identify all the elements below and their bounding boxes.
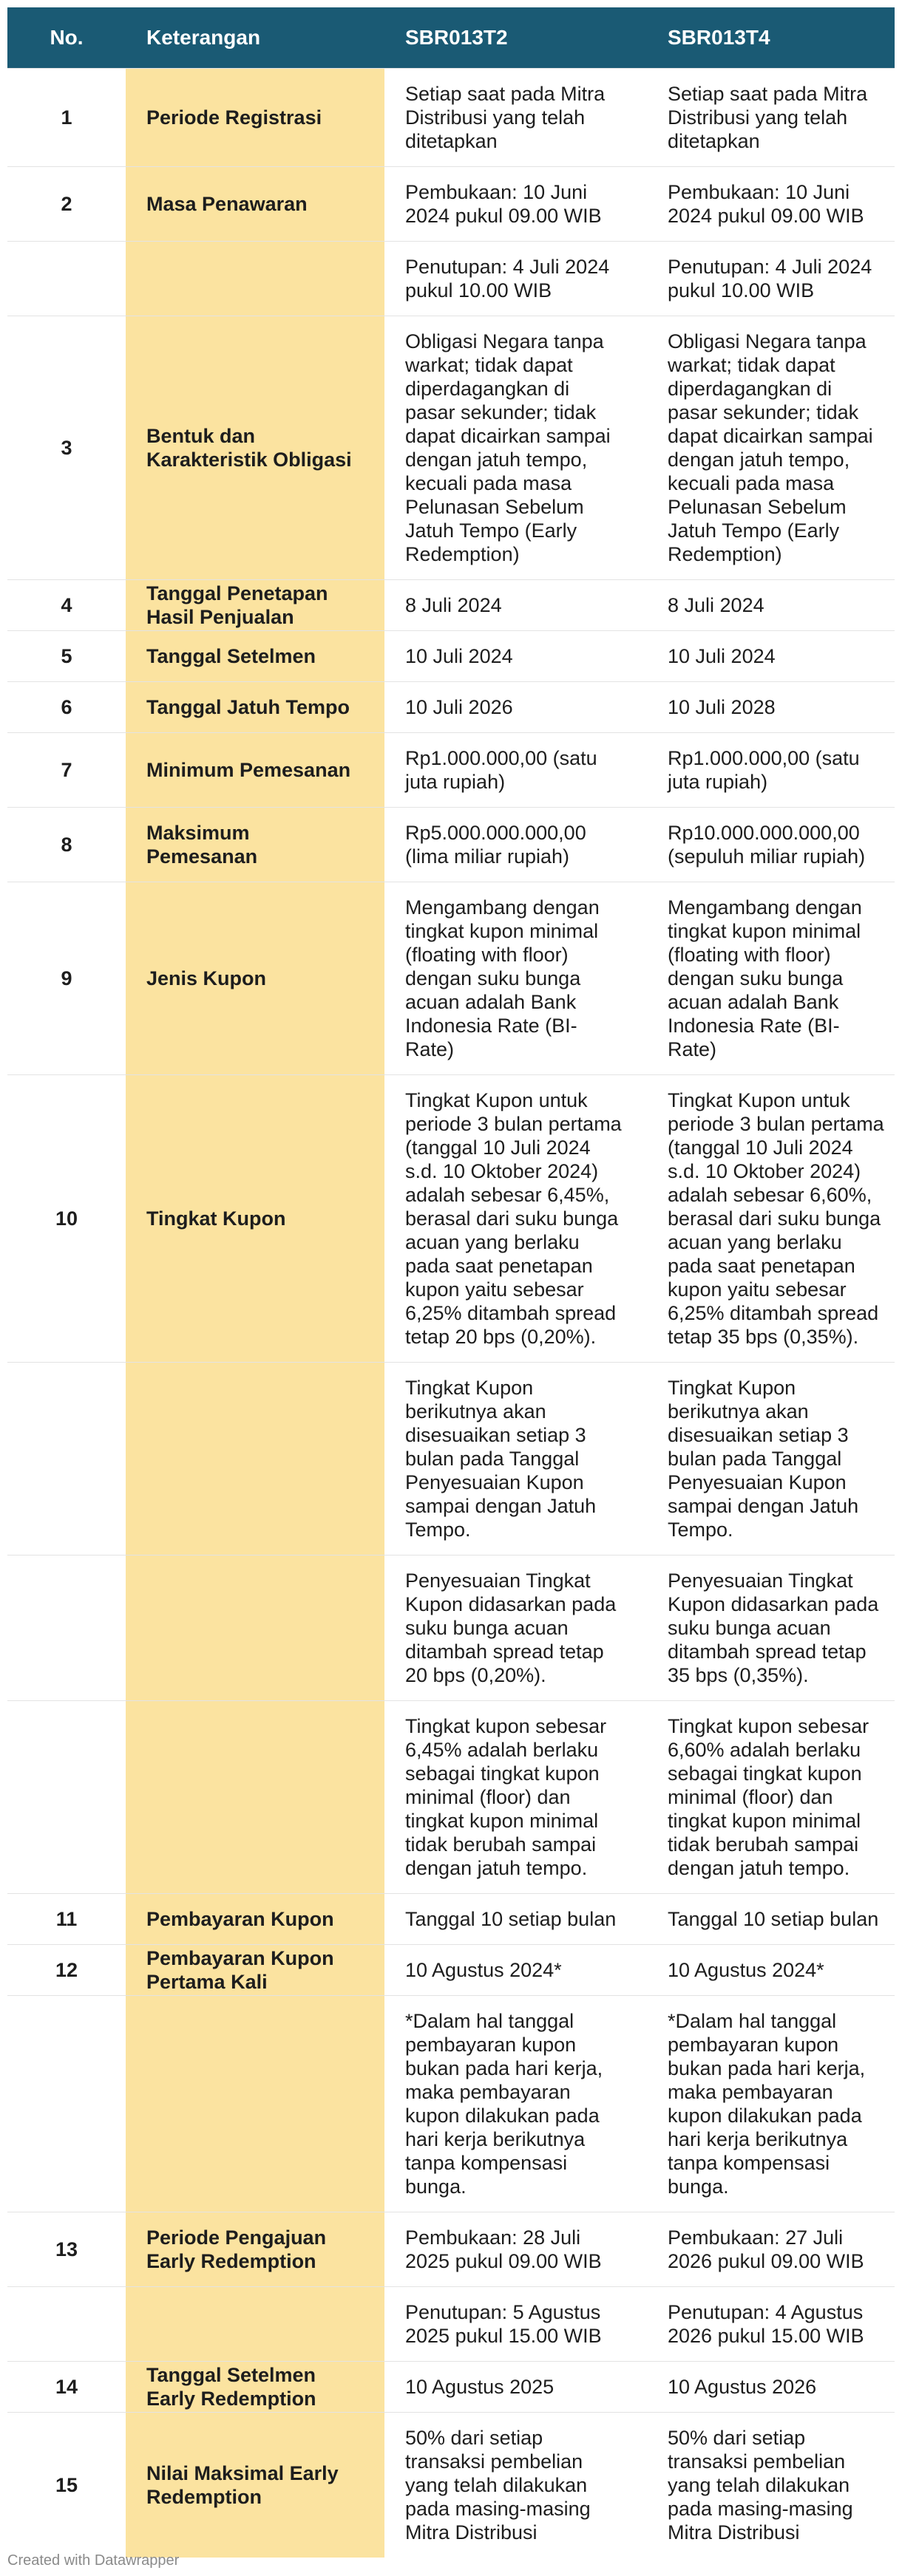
table-row — [7, 316, 895, 580]
sbr013t4-cell: Tingkat Kupon berikutnya akan disesuaikan setiap 3 bulan pada Tanggal Penyesuaian Kupon sampai dengan Jatuh Tempo. — [647, 1363, 895, 1556]
row-label-cell: Tingkat Kupon — [126, 1075, 384, 1363]
row-number-cell — [7, 1363, 126, 1556]
table-row — [7, 69, 895, 167]
header-keterangan[interactable]: Keterangan — [126, 7, 384, 69]
sbr013t2-cell: 10 Juli 2024 — [384, 631, 647, 682]
row-label-cell: Minimum Pemesanan — [126, 733, 384, 808]
sbr013t4-cell: 8 Juli 2024 — [647, 580, 895, 631]
sbr013t4-cell: 50% dari setiap transaksi pembelian yang telah dilakukan pada masing-masing Mitra Distribusi — [647, 2413, 895, 2558]
sbr013t4-cell: Penutupan: 4 Agustus 2026 pukul 15.00 WIB — [647, 2287, 895, 2362]
sbr013t4-cell: 10 Agustus 2026 — [647, 2362, 895, 2413]
table-row — [7, 1894, 895, 1945]
row-label-cell — [126, 242, 384, 316]
row-number-cell: 14 — [7, 2362, 126, 2413]
row-label-cell — [126, 2287, 384, 2362]
sbr013t2-cell: 10 Agustus 2025 — [384, 2362, 647, 2413]
row-number-cell: 4 — [7, 580, 126, 631]
sbr013t2-cell: Rp1.000.000,00 (satu juta rupiah) — [384, 733, 647, 808]
sbr013t4-cell: Penyesuaian Tingkat Kupon didasarkan pada suku bunga acuan ditambah spread tetap 35 bps (0,35%). — [647, 1556, 895, 1701]
row-number-cell: 11 — [7, 1894, 126, 1945]
table-row — [7, 1701, 895, 1894]
row-label-cell — [126, 1363, 384, 1556]
sbr013t2-cell: Tanggal 10 setiap bulan — [384, 1894, 647, 1945]
sbr013t2-cell: 10 Agustus 2024* — [384, 1945, 647, 1996]
sbr013t2-cell: Setiap saat pada Mitra Distribusi yang telah ditetapkan — [384, 69, 647, 167]
table-row — [7, 2413, 895, 2558]
sbr013t4-cell: Mengambang dengan tingkat kupon minimal (floating with floor) dengan suku bunga acuan adalah Bank Indonesia Rate (BI-Rate) — [647, 882, 895, 1075]
sbr013t2-cell: 50% dari setiap transaksi pembelian yang telah dilakukan pada masing-masing Mitra Distribusi — [384, 2413, 647, 2558]
sbr013t4-cell: Penutupan: 4 Juli 2024 pukul 10.00 WIB — [647, 242, 895, 316]
row-number-cell: 8 — [7, 808, 126, 882]
row-label-cell: Tanggal Penetapan Hasil Penjualan — [126, 580, 384, 631]
sbr013t2-cell: Penyesuaian Tingkat Kupon didasarkan pada suku bunga acuan ditambah spread tetap 20 bps (0,20%). — [384, 1556, 647, 1701]
table-row — [7, 2287, 895, 2362]
row-number-cell: 1 — [7, 69, 126, 167]
sbr013t2-cell: Tingkat Kupon untuk periode 3 bulan pertama (tanggal 10 Juli 2024 s.d. 10 Oktober 2024) adalah sebesar 6,45%, berasal dari suku bunga acuan yang berlaku pada saat penetapan kupon yaitu sebesar 6,25% ditambah spread tetap 20 bps (0,20%). — [384, 1075, 647, 1363]
row-label-cell: Nilai Maksimal Early Redemption — [126, 2413, 384, 2558]
header-no[interactable]: No. — [7, 7, 126, 69]
sbr013t4-cell: Rp10.000.000.000,00 (sepuluh miliar rupiah) — [647, 808, 895, 882]
table-row — [7, 2212, 895, 2287]
row-label-cell: Bentuk dan Karakteristik Obligasi — [126, 316, 384, 580]
table-row — [7, 1556, 895, 1701]
row-number-cell: 2 — [7, 167, 126, 242]
row-number-cell: 12 — [7, 1945, 126, 1996]
row-number-cell: 9 — [7, 882, 126, 1075]
sbr013t4-cell: Tingkat kupon sebesar 6,60% adalah berlaku sebagai tingkat kupon minimal (floor) dan tingkat kupon minimal tidak berubah sampai dengan jatuh tempo. — [647, 1701, 895, 1894]
sbr013t2-cell: Pembukaan: 28 Juli 2025 pukul 09.00 WIB — [384, 2212, 647, 2287]
table-row — [7, 580, 895, 631]
sbr013t2-cell: *Dalam hal tanggal pembayaran kupon bukan pada hari kerja, maka pembayaran kupon dilakukan pada hari kerja berikutnya tanpa kompensasi bunga. — [384, 1996, 647, 2212]
table-row — [7, 631, 895, 682]
table-row — [7, 167, 895, 242]
table-row — [7, 2362, 895, 2413]
row-number-cell — [7, 1701, 126, 1894]
datawrapper-table — [7, 7, 895, 2558]
row-label-cell: Tanggal Setelmen — [126, 631, 384, 682]
sbr013t2-cell: 10 Juli 2026 — [384, 682, 647, 733]
row-label-cell: Periode Pengajuan Early Redemption — [126, 2212, 384, 2287]
table-header-row — [7, 7, 895, 69]
row-number-cell — [7, 1996, 126, 2212]
row-label-cell: Masa Penawaran — [126, 167, 384, 242]
row-label-cell — [126, 1556, 384, 1701]
row-number-cell — [7, 2287, 126, 2362]
sbr013t2-cell: Penutupan: 5 Agustus 2025 pukul 15.00 WIB — [384, 2287, 647, 2362]
row-number-cell: 5 — [7, 631, 126, 682]
row-label-cell: Pembayaran Kupon — [126, 1894, 384, 1945]
row-number-cell: 7 — [7, 733, 126, 808]
sbr013t4-cell: Tingkat Kupon untuk periode 3 bulan pertama (tanggal 10 Juli 2024 s.d. 10 Oktober 2024) adalah sebesar 6,60%, berasal dari suku bunga acuan yang berlaku pada saat penetapan kupon yaitu sebesar 6,25% ditambah spread tetap 35 bps (0,35%). — [647, 1075, 895, 1363]
table-row — [7, 1945, 895, 1996]
sbr013t2-cell: Rp5.000.000.000,00 (lima miliar rupiah) — [384, 808, 647, 882]
sbr013t2-cell: Mengambang dengan tingkat kupon minimal (floating with floor) dengan suku bunga acuan adalah Bank Indonesia Rate (BI-Rate) — [384, 882, 647, 1075]
row-number-cell: 13 — [7, 2212, 126, 2287]
sbr013t2-cell: Tingkat Kupon berikutnya akan disesuaikan setiap 3 bulan pada Tanggal Penyesuaian Kupon sampai dengan Jatuh Tempo. — [384, 1363, 647, 1556]
sbr013t4-cell: Obligasi Negara tanpa warkat; tidak dapat diperdagangkan di pasar sekunder; tidak dapat dicairkan sampai dengan jatuh tempo, kecuali pada masa Pelunasan Sebelum Jatuh Tempo (Early Redemption) — [647, 316, 895, 580]
sbr-comparison-table — [7, 7, 895, 2558]
sbr013t4-cell: 10 Agustus 2024* — [647, 1945, 895, 1996]
sbr013t4-cell: Pembukaan: 10 Juni 2024 pukul 09.00 WIB — [647, 167, 895, 242]
row-number-cell: 15 — [7, 2413, 126, 2558]
table-row — [7, 1075, 895, 1363]
sbr013t4-cell: 10 Juli 2028 — [647, 682, 895, 733]
header-sbr013t4[interactable]: SBR013T4 — [647, 7, 895, 69]
row-label-cell — [126, 1701, 384, 1894]
row-number-cell — [7, 242, 126, 316]
sbr013t4-cell: Rp1.000.000,00 (satu juta rupiah) — [647, 733, 895, 808]
sbr013t2-cell: Obligasi Negara tanpa warkat; tidak dapat diperdagangkan di pasar sekunder; tidak dapat dicairkan sampai dengan jatuh tempo, kecuali pada masa Pelunasan Sebelum Jatuh Tempo (Early Redemption) — [384, 316, 647, 580]
sbr013t2-cell: Pembukaan: 10 Juni 2024 pukul 09.00 WIB — [384, 167, 647, 242]
sbr013t2-cell: Penutupan: 4 Juli 2024 pukul 10.00 WIB — [384, 242, 647, 316]
row-label-cell: Jenis Kupon — [126, 882, 384, 1075]
row-label-cell: Tanggal Jatuh Tempo — [126, 682, 384, 733]
datawrapper-credit: Created with Datawrapper — [7, 2552, 180, 2569]
row-number-cell — [7, 1556, 126, 1701]
table-row — [7, 882, 895, 1075]
table-row — [7, 682, 895, 733]
row-label-cell: Tanggal Setelmen Early Redemption — [126, 2362, 384, 2413]
table-row — [7, 242, 895, 316]
sbr013t4-cell: *Dalam hal tanggal pembayaran kupon bukan pada hari kerja, maka pembayaran kupon dilakukan pada hari kerja berikutnya tanpa kompensasi bunga. — [647, 1996, 895, 2212]
table-row — [7, 733, 895, 808]
table-row — [7, 1363, 895, 1556]
table-row — [7, 808, 895, 882]
sbr013t2-cell: 8 Juli 2024 — [384, 580, 647, 631]
sbr013t4-cell: 10 Juli 2024 — [647, 631, 895, 682]
row-number-cell: 6 — [7, 682, 126, 733]
row-label-cell — [126, 1996, 384, 2212]
sbr013t4-cell: Setiap saat pada Mitra Distribusi yang telah ditetapkan — [647, 69, 895, 167]
row-number-cell: 10 — [7, 1075, 126, 1363]
sbr013t4-cell: Tanggal 10 setiap bulan — [647, 1894, 895, 1945]
table-row — [7, 1996, 895, 2212]
sbr013t2-cell: Tingkat kupon sebesar 6,45% adalah berlaku sebagai tingkat kupon minimal (floor) dan tingkat kupon minimal tidak berubah sampai dengan jatuh tempo. — [384, 1701, 647, 1894]
header-sbr013t2[interactable]: SBR013T2 — [384, 7, 647, 69]
row-label-cell: Pembayaran Kupon Pertama Kali — [126, 1945, 384, 1996]
row-label-cell: Maksimum Pemesanan — [126, 808, 384, 882]
sbr013t4-cell: Pembukaan: 27 Juli 2026 pukul 09.00 WIB — [647, 2212, 895, 2287]
row-label-cell: Periode Registrasi — [126, 69, 384, 167]
row-number-cell: 3 — [7, 316, 126, 580]
